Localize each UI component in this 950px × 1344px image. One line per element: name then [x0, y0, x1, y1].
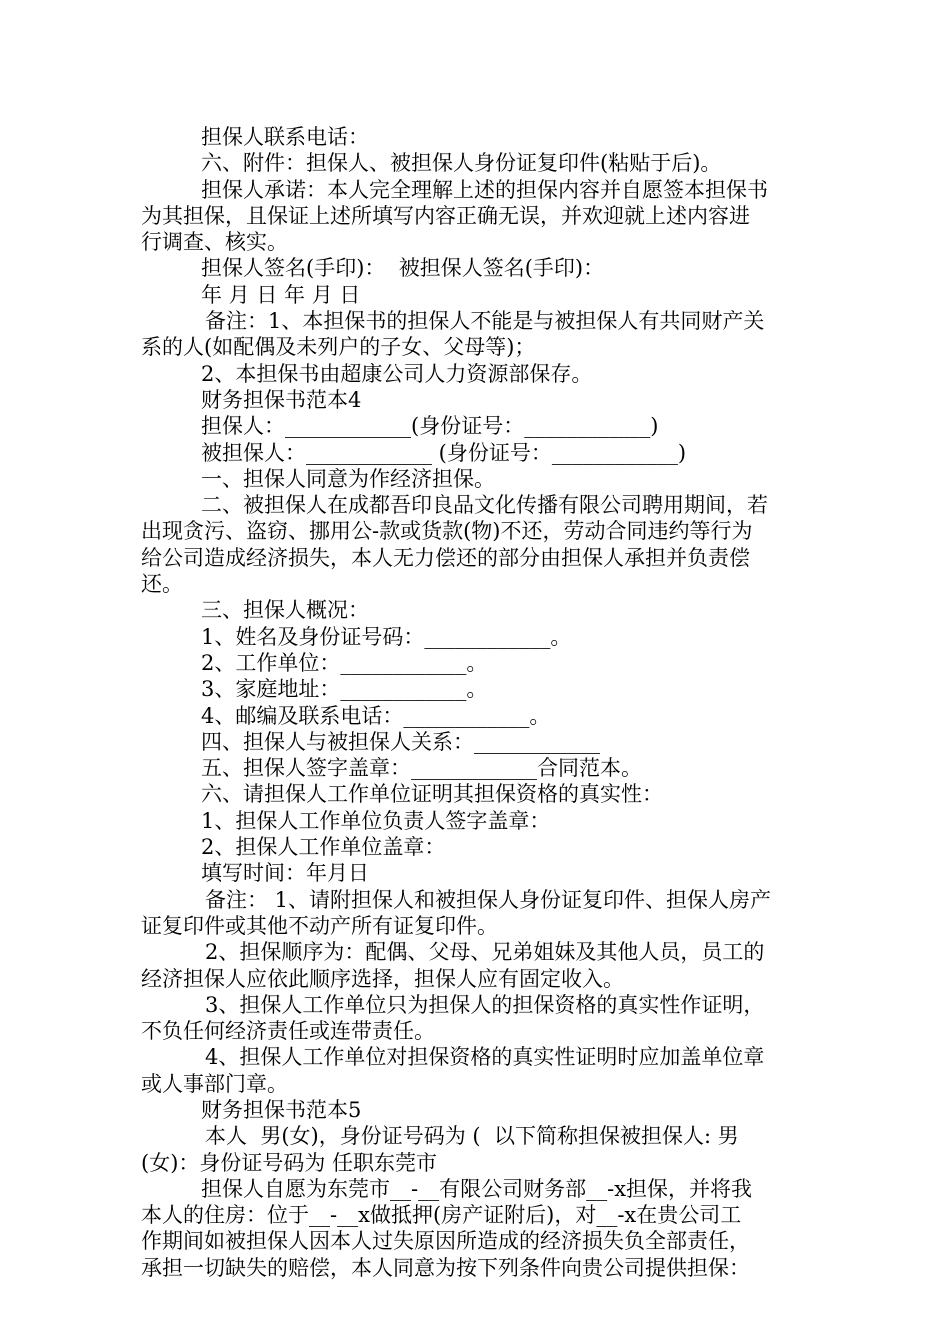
text-line: 年 月 日 年 月 日 — [201, 282, 361, 307]
text-line: 备注： 1、请附担保人和被担保人身份证复印件、担保人房产 — [205, 887, 772, 912]
text-line: 备注：1、本担保书的担保人不能是与被担保人有共同财产关 — [205, 309, 765, 334]
text-line: 1、姓名及身份证号码：____________。 — [201, 624, 572, 649]
text-line: 出现贪污、盗窃、挪用公-款或货款(物)不还，劳动合同违约等行为 — [141, 519, 753, 544]
text-line: 给公司造成经济损失，本人无力偿还的部分由担保人承担并负责偿 — [141, 545, 750, 570]
text-line: 2、担保人工作单位盖章： — [201, 835, 446, 860]
text-line: 二、被担保人在成都吾印良品文化传播有限公司聘用期间，若 — [201, 493, 768, 518]
text-line: 3、担保人工作单位只为担保人的担保资格的真实性作证明， — [205, 992, 765, 1017]
text-line: 担保人联系电话： — [201, 125, 369, 149]
text-line: 填写时间：年月日 — [201, 861, 369, 886]
text-line: 财务担保书范本4 — [201, 387, 362, 412]
text-line: 被担保人：____________ (身份证号：____________) — [201, 440, 687, 465]
text-line: 系的人(如配偶及未列户的子女、父母等)； — [141, 335, 536, 360]
text-line: 1、担保人工作单位负责人签字盖章： — [201, 808, 551, 833]
text-line: 为其担保，且保证上述所填写内容正确无误，并欢迎就上述内容进 — [141, 203, 750, 228]
text-line: 六、请担保人工作单位证明其担保资格的真实性： — [201, 782, 663, 807]
text-line: 担保人：____________(身份证号：____________) — [201, 414, 659, 439]
text-line: 五、担保人签字盖章：____________合同范本。 — [201, 756, 642, 781]
text-line: 三、担保人概况： — [201, 598, 369, 623]
text-line: 四、担保人与被担保人关系：____________ — [201, 729, 600, 754]
text-line: 六、附件：担保人、被担保人身份证复印件(粘贴于后)。 — [201, 151, 722, 176]
text-line: 担保人自愿为东莞市__-__有限公司财务部__-x担保，并将我 — [201, 1176, 753, 1201]
text-line: 2、担保顺序为：配偶、父母、兄弟姐妹及其他人员，员工的 — [205, 940, 765, 965]
text-line: 4、担保人工作单位对担保资格的真实性证明时应加盖单位章 — [205, 1045, 765, 1070]
text-line: 一、担保人同意为作经济担保。 — [201, 466, 495, 491]
text-line: 证复印件或其他不动产所有证复印件。 — [141, 913, 498, 938]
text-line: 担保人签名(手印)： 被担保人签名(手印)： — [201, 256, 605, 281]
text-line: 不负任何经济责任或连带责任。 — [141, 1019, 435, 1044]
text-line: 财务担保书范本5 — [201, 1097, 362, 1122]
text-line: 或人事部门章。 — [141, 1071, 288, 1096]
text-line: 3、家庭地址：____________。 — [201, 677, 488, 702]
document-body — [0, 124, 950, 1281]
text-line: 4、邮编及联系电话：____________。 — [201, 703, 551, 728]
text-line: 经济担保人应依此顺序选择，担保人应有固定收入。 — [141, 966, 624, 991]
text-line: 行调查、核实。 — [141, 230, 288, 255]
text-line: 作期间如被担保人因本人过失原因所造成的经济损失负全部责任， — [141, 1229, 750, 1254]
text-line: 2、本担保书由超康公司人力资源部保存。 — [201, 361, 593, 386]
text-line: 本人的住房：位于__-__x做抵押(房产证附后)，对__-x在贵公司工 — [141, 1203, 742, 1228]
text-line: 本人 男(女)，身份证号码为 ( 以下简称担保被担保人: 男 — [205, 1124, 739, 1149]
text-line: 担保人承诺：本人完全理解上述的担保内容并自愿签本担保书 — [201, 177, 768, 202]
text-line: (女)：身份证号码为 任职东莞市 — [141, 1150, 438, 1175]
text-line: 承担一切缺失的赔偿，本人同意为按下列条件向贵公司提供担保： — [141, 1255, 750, 1280]
text-line: 还。 — [141, 572, 183, 597]
text-line: 2、工作单位：____________。 — [201, 650, 488, 675]
